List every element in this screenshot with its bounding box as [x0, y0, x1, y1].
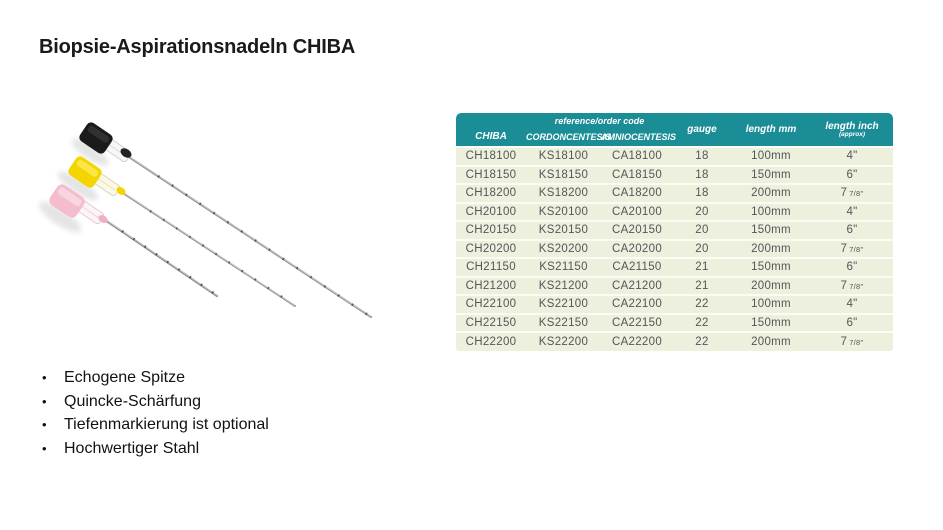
table-cell-cordoncentesis: KS22150 — [538, 316, 589, 329]
table-cell-length-mm: 150mm — [751, 224, 791, 237]
table-row — [456, 167, 893, 186]
length-inch-main: 4" — [846, 150, 858, 163]
table-cell-length-mm: 100mm — [751, 205, 791, 218]
table-cell-cordoncentesis: KS21200 — [538, 279, 589, 292]
table-cell-chiba: CH22150 — [465, 316, 517, 329]
col-header-length-inch — [811, 113, 893, 146]
table-cell-length-inch — [811, 206, 893, 218]
col-header-amniocentesis: AMNIOCENTESIS — [601, 132, 677, 142]
table-cell-gauge: 20 — [695, 224, 709, 237]
table-cell-length-inch — [811, 150, 893, 162]
feature-item — [42, 416, 269, 440]
table-cell-chiba: CH22100 — [465, 298, 517, 311]
bullet-icon: • — [42, 370, 47, 385]
length-inch-main: 4" — [846, 205, 858, 218]
col-header-length-inch-label: length inch — [825, 121, 879, 132]
table-cell-length-inch — [811, 261, 893, 273]
table-cell-cordoncentesis: KS22100 — [538, 298, 589, 311]
table-cell-cordoncentesis: KS21150 — [539, 261, 588, 274]
table-cell-length-mm: 200mm — [751, 336, 791, 348]
table-cell-gauge: 18 — [695, 168, 709, 181]
length-inch-fraction: 7/8" — [849, 281, 864, 291]
table-cell-gauge: 20 — [695, 242, 709, 255]
table-cell-length-mm: 100mm — [751, 298, 791, 311]
table-cell-gauge: 21 — [695, 261, 709, 274]
table-cell-cordoncentesis: KS20150 — [538, 224, 589, 237]
table-cell-length-mm: 150mm — [751, 261, 791, 274]
col-header-chiba: CHIBA — [475, 131, 507, 142]
feature-list — [42, 369, 269, 463]
table-cell-length-mm: 200mm — [751, 187, 791, 200]
table-cell-cordoncentesis: KS20100 — [538, 205, 589, 218]
table-cell-length-inch — [811, 169, 893, 181]
table-cell-length-mm: 100mm — [751, 150, 791, 163]
table-row — [456, 278, 893, 297]
table-row — [456, 222, 893, 241]
feature-item — [42, 369, 269, 393]
table-cell-gauge: 22 — [695, 316, 709, 329]
table-cell-gauge: 18 — [695, 150, 709, 163]
table-cell-length-inch — [811, 187, 893, 199]
table-cell-amniocentesis: CA18150 — [611, 168, 663, 181]
table-cell-cordoncentesis: KS20200 — [538, 242, 589, 255]
length-inch-main: 7 — [840, 279, 848, 292]
table-row — [456, 259, 893, 278]
table-cell-gauge: 21 — [695, 279, 709, 292]
bullet-icon: • — [42, 417, 47, 432]
table-cell-chiba: CH18200 — [465, 187, 517, 200]
table-cell-length-inch — [811, 280, 893, 292]
feature-item — [42, 440, 269, 464]
needle-yellow — [54, 154, 295, 306]
length-inch-main: 6" — [846, 316, 858, 329]
needle-black — [68, 120, 371, 317]
table-cell-chiba: CH21150 — [466, 261, 516, 274]
table-cell-length-inch — [811, 317, 893, 329]
length-inch-fraction: 7/8" — [849, 338, 864, 347]
bullet-icon: • — [42, 393, 47, 409]
table-cell-amniocentesis: CA21150 — [612, 261, 662, 274]
length-inch-fraction: 7/8" — [849, 244, 864, 254]
feature-item-label: Hochwertiger Stahl — [64, 439, 200, 457]
table-cell-amniocentesis: CA21200 — [611, 279, 663, 292]
table-cell-chiba: CH22200 — [465, 336, 517, 348]
table-cell-length-inch — [811, 224, 893, 236]
table-row — [456, 185, 893, 204]
table-row — [456, 315, 893, 334]
table-cell-length-inch — [811, 336, 893, 348]
bullet-icon: • — [42, 440, 47, 456]
table-cell-amniocentesis: CA20150 — [611, 224, 663, 237]
table-cell-amniocentesis: CA20200 — [611, 242, 663, 255]
col-header-reference-group — [526, 113, 677, 146]
table-cell-chiba: CH20150 — [465, 224, 517, 237]
table-cell-cordoncentesis: KS18100 — [538, 150, 589, 163]
table-row — [456, 296, 893, 315]
col-header-length-mm: length mm — [745, 124, 797, 135]
table-cell-chiba: CH18150 — [465, 168, 517, 181]
length-inch-main: 6" — [846, 224, 858, 237]
table-cell-amniocentesis: CA22150 — [611, 316, 663, 329]
table-cell-gauge: 22 — [695, 336, 709, 348]
col-header-cordoncentesis: CORDONCENTESIS — [526, 132, 612, 142]
table-cell-cordoncentesis: KS18150 — [538, 168, 589, 181]
table-cell-length-inch — [811, 243, 893, 255]
table-cell-gauge: 18 — [695, 187, 709, 200]
feature-item-label: Tiefenmarkierung ist optional — [64, 416, 269, 433]
feature-item-label: Quincke-Schärfung — [64, 392, 201, 410]
feature-item-label: Echogene Spitze — [64, 369, 185, 386]
table-cell-length-mm: 200mm — [751, 279, 791, 292]
table-cell-chiba: CH20200 — [465, 242, 517, 255]
table-row — [456, 204, 893, 223]
table-cell-amniocentesis: CA20100 — [611, 205, 663, 218]
table-cell-amniocentesis: CA18100 — [611, 150, 663, 163]
table-cell-amniocentesis: CA18200 — [611, 187, 663, 200]
table-cell-length-mm: 200mm — [751, 242, 791, 255]
table-cell-cordoncentesis: KS18200 — [538, 187, 589, 200]
page-title: Biopsie-Aspirationsnadeln CHIBA — [39, 36, 356, 58]
table-cell-length-inch — [811, 298, 893, 310]
col-header-gauge: gauge — [687, 124, 717, 135]
table-cell-amniocentesis: CA22100 — [611, 298, 663, 311]
table-cell-chiba: CH18100 — [465, 150, 517, 163]
length-inch-main: 7 — [840, 336, 848, 348]
length-inch-main: 6" — [846, 261, 858, 274]
needles-image — [30, 100, 450, 350]
length-inch-main: 6" — [846, 168, 858, 181]
table-row — [456, 148, 893, 167]
table-cell-chiba: CH21200 — [465, 279, 517, 292]
feature-item — [42, 393, 269, 417]
length-inch-main: 4" — [846, 298, 858, 311]
table-cell-gauge: 20 — [695, 205, 709, 218]
table-cell-chiba: CH20100 — [465, 205, 517, 218]
table-row — [456, 241, 893, 260]
table-cell-gauge: 22 — [695, 298, 709, 311]
length-inch-main: 7 — [840, 187, 848, 200]
table-cell-cordoncentesis: KS22200 — [538, 336, 589, 348]
table-cell-length-mm: 150mm — [751, 316, 791, 329]
length-inch-fraction: 7/8" — [849, 189, 864, 199]
product-table — [456, 113, 893, 351]
table-row — [456, 333, 893, 351]
col-header-length-inch-note: (approx) — [839, 131, 865, 138]
needle-pink — [35, 182, 217, 296]
length-inch-main: 7 — [840, 242, 848, 255]
table-header — [456, 113, 893, 146]
table-body — [456, 146, 893, 351]
col-header-reference-label: reference/order code — [554, 116, 645, 126]
table-cell-length-mm: 150mm — [751, 168, 791, 181]
table-cell-amniocentesis: CA22200 — [611, 336, 663, 348]
